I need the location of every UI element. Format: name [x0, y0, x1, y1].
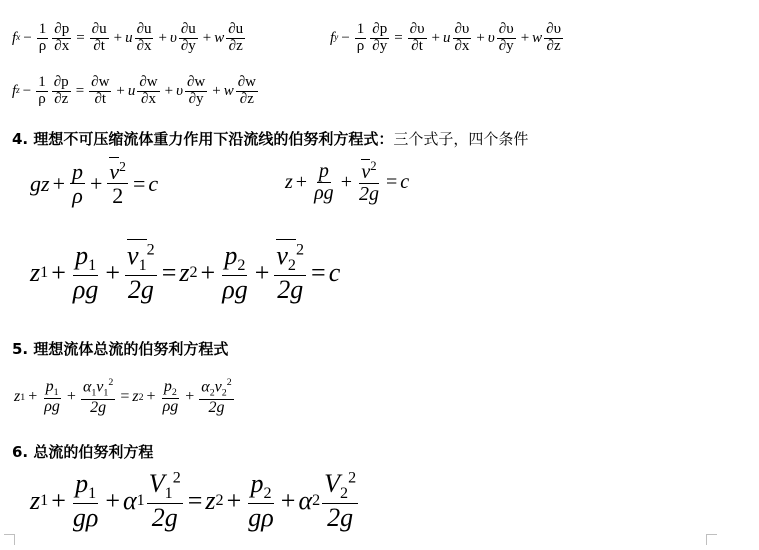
fraction	[236, 75, 258, 108]
fraction	[90, 22, 109, 55]
eq-symbol: p	[75, 241, 89, 270]
page-corner-mark-left	[4, 534, 15, 545]
eq-operator: +	[226, 485, 242, 515]
eq-symbol: ∂υ	[498, 21, 514, 37]
eq-symbol: ∂p	[372, 21, 388, 37]
fraction	[408, 22, 427, 55]
fraction	[544, 22, 563, 55]
eq-symbol: u	[127, 82, 136, 99]
eq-symbol: 2	[340, 485, 349, 503]
eq-symbol: v	[214, 378, 222, 396]
eq-symbol: 1	[103, 387, 109, 399]
eq-operator: =	[385, 170, 398, 193]
fraction	[36, 75, 48, 108]
eq-symbol: z	[16, 86, 20, 97]
eq-symbol: 1	[53, 386, 59, 398]
fraction	[355, 22, 367, 55]
eq-symbol: 2	[263, 485, 272, 503]
eq-symbol: ρ	[38, 37, 47, 54]
eq-operator: +	[520, 29, 530, 46]
eq-symbol: 1	[38, 21, 47, 37]
eq-symbol: ρg	[44, 398, 60, 416]
eq-symbol: ∂υ	[546, 21, 562, 37]
eq-operator: +	[476, 29, 485, 46]
eq-symbol: 2g	[151, 503, 178, 533]
eq-symbol: p	[45, 377, 54, 395]
eq-symbol: 2	[312, 491, 321, 509]
eq-symbol: 2	[226, 377, 232, 388]
fraction	[42, 379, 62, 416]
eq-symbol: V	[148, 469, 165, 498]
fraction	[452, 22, 471, 55]
eq-operator: +	[51, 257, 66, 287]
eq-symbol: υ	[487, 29, 495, 46]
eq-symbol: V	[324, 469, 341, 498]
fraction	[71, 242, 100, 303]
eq-symbol: 1	[138, 257, 147, 275]
eq-symbol: 1	[40, 491, 49, 509]
eq-operator: +	[340, 170, 352, 193]
fraction	[220, 242, 249, 303]
eq-symbol: 2g	[90, 398, 107, 416]
eq-symbol: ∂y	[188, 90, 204, 107]
eq-symbol: 2	[112, 183, 124, 209]
fraction	[70, 160, 85, 207]
fraction	[246, 470, 275, 531]
fraction	[89, 75, 111, 108]
eq-symbol: 2	[189, 263, 198, 281]
eq-symbol: f	[12, 29, 17, 46]
eq-symbol: 1	[38, 74, 46, 90]
eq-symbol: z	[179, 257, 190, 287]
eq-operator: −	[23, 29, 32, 46]
eq-symbol: 1	[88, 257, 97, 275]
eq-symbol: f	[12, 82, 17, 99]
eq-symbol: 1	[20, 391, 26, 403]
eq-symbol: p	[224, 241, 238, 270]
eq-symbol: ∂υ	[454, 21, 470, 37]
eq-operator: +	[146, 388, 156, 406]
eq-symbol: ∂x	[136, 37, 152, 54]
eq-operator: +	[66, 388, 76, 406]
eq-symbol: 2	[119, 159, 126, 174]
eq-symbol: ∂y	[498, 37, 514, 54]
eq-symbol: x	[16, 33, 21, 44]
eq-operator: +	[202, 29, 212, 46]
fraction	[199, 378, 233, 417]
eq-symbol: 1	[136, 491, 145, 509]
eq-symbol: ∂z	[54, 90, 69, 107]
eq-symbol: α	[82, 378, 92, 396]
fraction	[107, 160, 128, 208]
eq-symbol: ∂υ	[409, 21, 425, 37]
section-note: 三个式子，四个条件	[393, 130, 529, 148]
section-title: 理想流体总流的伯努利方程式	[33, 340, 229, 358]
eq-operator: +	[254, 257, 270, 287]
eq-symbol: z	[30, 485, 41, 515]
eq-symbol: c	[328, 257, 341, 287]
eq-symbol: 1	[40, 263, 49, 281]
eq-operator: +	[185, 388, 195, 406]
eq-operator: +	[431, 29, 440, 46]
eq-symbol: α	[201, 378, 210, 396]
eq-symbol: 2	[237, 257, 246, 275]
eq-symbol: 1	[356, 21, 365, 37]
fraction	[125, 242, 157, 303]
eq-operator: −	[341, 29, 350, 46]
total-flow-bernoulli-ideal	[14, 378, 236, 417]
eq-symbol: ∂t	[411, 37, 423, 54]
eq-symbol: 1	[88, 485, 97, 503]
euler-x-equation	[12, 22, 247, 55]
fraction	[52, 22, 71, 55]
eq-operator: +	[280, 485, 296, 515]
eq-symbol: ∂u	[228, 21, 244, 37]
eq-symbol: ∂w	[186, 74, 206, 90]
eq-symbol: gρ	[72, 503, 99, 533]
section-title: 理想不可压缩流体重力作用下沿流线的伯努利方程式：	[33, 130, 394, 148]
eq-symbol: y	[334, 33, 339, 44]
eq-symbol: u	[125, 29, 133, 46]
eq-symbol: u	[442, 29, 451, 46]
fraction	[179, 22, 198, 55]
eq-operator: +	[105, 257, 121, 287]
eq-symbol: z	[285, 170, 293, 193]
eq-symbol: gz	[30, 170, 50, 196]
eq-symbol: ∂y	[180, 37, 196, 54]
section-6-heading	[12, 441, 153, 462]
eq-symbol: ρg	[222, 275, 248, 305]
eq-symbol: ∂z	[228, 37, 243, 54]
eq-operator: +	[164, 82, 174, 99]
fraction	[71, 470, 100, 531]
eq-symbol: ∂p	[54, 21, 70, 37]
eq-symbol: v	[127, 241, 139, 270]
fraction	[135, 22, 154, 55]
eq-symbol: 2g	[358, 182, 379, 205]
eq-symbol: 2	[295, 241, 305, 259]
eq-operator: =	[132, 170, 146, 196]
eq-symbol: w	[532, 29, 543, 46]
eq-symbol: p	[163, 377, 172, 395]
eq-operator: +	[105, 485, 121, 515]
eq-symbol: w	[214, 29, 225, 46]
eq-operator: +	[51, 485, 66, 515]
page-corner-mark-right	[706, 534, 717, 545]
eq-symbol: p	[250, 469, 264, 498]
eq-operator: =	[75, 82, 85, 99]
eq-symbol: 2g	[208, 398, 225, 416]
eq-symbol: ∂x	[454, 37, 470, 54]
eq-symbol: ρg	[162, 398, 179, 416]
eq-symbol: ∂w	[91, 74, 110, 90]
eq-symbol: v	[96, 378, 104, 396]
eq-operator: +	[113, 29, 123, 46]
eq-operator: =	[161, 257, 177, 287]
eq-operator: +	[116, 82, 125, 99]
bernoulli-form-3	[30, 242, 340, 303]
eq-symbol: 2	[221, 387, 227, 399]
eq-symbol: 2	[171, 386, 177, 398]
fraction	[37, 22, 49, 55]
eq-operator: −	[22, 82, 32, 99]
eq-operator: =	[311, 257, 326, 287]
eq-symbol: 2g	[277, 275, 304, 305]
eq-symbol: 1	[91, 387, 97, 399]
eq-operator: =	[394, 29, 403, 46]
fraction	[497, 22, 516, 55]
eq-operator: =	[76, 29, 85, 46]
eq-symbol: 2	[348, 469, 357, 487]
eq-symbol: z	[14, 388, 21, 406]
fraction	[161, 379, 181, 416]
fraction	[322, 470, 358, 531]
eq-operator: +	[212, 82, 221, 99]
eq-symbol: 2g	[327, 503, 354, 533]
eq-operator: +	[28, 388, 38, 406]
bernoulli-form-2	[285, 160, 409, 205]
eq-symbol: ∂z	[546, 37, 561, 54]
eq-symbol: ρ	[356, 37, 365, 54]
eq-symbol: ρ	[72, 183, 83, 209]
fraction	[370, 22, 389, 55]
eq-symbol: α	[123, 485, 137, 515]
eq-symbol: 2	[172, 469, 181, 487]
fraction	[226, 22, 245, 55]
eq-symbol: v	[276, 241, 288, 270]
eq-symbol: p	[75, 469, 89, 498]
eq-symbol: z	[205, 485, 216, 515]
eq-symbol: w	[223, 82, 234, 99]
eq-symbol: z	[132, 388, 139, 406]
fraction	[312, 161, 336, 204]
eq-symbol: ∂x	[54, 37, 70, 54]
eq-symbol: 2g	[127, 275, 154, 305]
eq-symbol: ∂x	[141, 90, 156, 107]
section-number: 6.	[12, 443, 29, 461]
eq-operator: =	[120, 388, 130, 406]
eq-symbol: v	[109, 159, 120, 185]
eq-symbol: f	[330, 29, 335, 46]
section-title: 总流的伯努利方程	[33, 443, 154, 461]
total-flow-bernoulli	[30, 470, 360, 531]
eq-symbol: 2	[215, 491, 224, 509]
eq-symbol: υ	[176, 82, 183, 99]
eq-operator: +	[52, 170, 65, 196]
eq-symbol: ∂t	[94, 90, 107, 107]
section-number: 4.	[12, 130, 29, 148]
eq-symbol: 2	[287, 257, 296, 275]
bernoulli-form-1	[30, 160, 158, 208]
eq-symbol: v	[361, 160, 371, 183]
eq-symbol: ρg	[314, 181, 334, 204]
eq-symbol: 2	[146, 241, 155, 259]
eq-symbol: υ	[169, 29, 177, 46]
eq-symbol: ∂u	[91, 21, 107, 37]
eq-operator: +	[158, 29, 167, 46]
eq-symbol: ρ	[38, 90, 46, 107]
euler-z-equation	[12, 75, 260, 108]
fraction	[52, 75, 71, 108]
eq-symbol: ∂y	[372, 37, 388, 54]
fraction	[185, 75, 207, 108]
eq-symbol: ∂u	[136, 21, 152, 37]
eq-operator: +	[295, 170, 308, 193]
eq-symbol: 2	[108, 377, 114, 388]
fraction	[81, 378, 115, 417]
eq-operator: +	[200, 257, 216, 287]
eq-symbol: ∂t	[93, 37, 105, 54]
eq-operator: =	[187, 485, 203, 515]
eq-symbol: ∂w	[139, 74, 158, 90]
section-number: 5.	[12, 340, 29, 358]
eq-symbol: c	[400, 170, 410, 193]
fraction	[357, 160, 381, 205]
eq-symbol: z	[30, 257, 41, 287]
section-4-heading	[12, 128, 528, 149]
eq-symbol: 2	[370, 159, 377, 173]
eq-symbol: gρ	[248, 503, 274, 533]
eq-symbol: ∂w	[237, 74, 256, 90]
eq-symbol: 2	[209, 387, 215, 399]
eq-symbol: α	[298, 485, 313, 515]
eq-symbol: p	[71, 159, 83, 185]
eq-symbol: 1	[164, 485, 173, 503]
eq-symbol: 2	[138, 391, 144, 403]
eq-symbol: ∂z	[239, 90, 254, 107]
eq-symbol: ∂u	[180, 21, 196, 37]
eq-operator: +	[89, 170, 103, 196]
eq-symbol: ρg	[72, 275, 99, 305]
section-5-heading	[12, 338, 228, 359]
fraction	[274, 242, 306, 303]
euler-y-equation	[330, 22, 565, 55]
fraction	[137, 75, 159, 108]
eq-symbol: p	[318, 159, 329, 182]
fraction	[147, 470, 183, 531]
eq-symbol: ∂p	[53, 74, 69, 90]
eq-symbol: c	[148, 170, 159, 196]
